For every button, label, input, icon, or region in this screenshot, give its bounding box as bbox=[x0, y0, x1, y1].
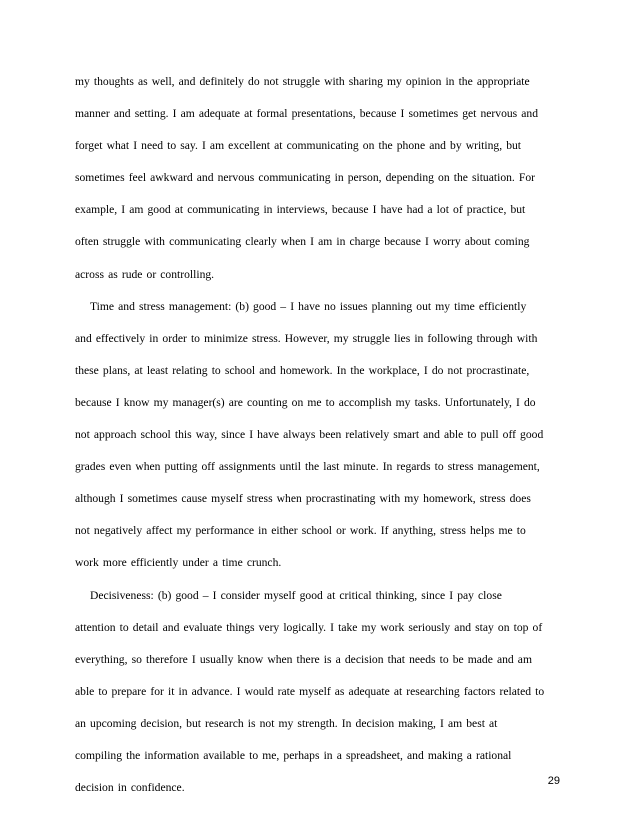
text-line: across as rude or controlling. bbox=[75, 267, 215, 281]
text-line: and effectively in order to minimize stress. However, my struggle lies in following through with bbox=[75, 331, 538, 345]
text-line: manner and setting. I am adequate at formal presentations, because I sometimes get nervous and bbox=[75, 107, 539, 121]
text-line: attention to detail and evaluate things very logically. I take my work seriously and stay on top of bbox=[75, 620, 543, 634]
body-text bbox=[75, 66, 575, 804]
text-line: an upcoming decision, but research is not my strength. In decision making, I am best at bbox=[75, 716, 498, 730]
text-line: grades even when putting off assignments until the last minute. In regards to stress management, bbox=[75, 460, 540, 474]
text-line: not approach school this way, since I have always been relatively smart and able to pull off good bbox=[75, 428, 544, 442]
text-line: able to prepare for it in advance. I would rate myself as adequate at researching factors related to bbox=[75, 684, 545, 698]
text-line: forget what I need to say. I am excellent at communicating on the phone and by writing, but bbox=[75, 139, 522, 153]
page-number: 29 bbox=[547, 775, 560, 787]
text-line: example, I am good at communicating in interviews, because I have had a lot of practice, but bbox=[75, 203, 526, 217]
text-line: Decisiveness: (b) good – I consider myself good at critical thinking, since I pay close bbox=[90, 588, 502, 602]
text-line: work more efficiently under a time crunch. bbox=[75, 556, 282, 570]
text-line: often struggle with communicating clearly when I am in charge because I worry about coming bbox=[75, 235, 530, 249]
text-line: because I know my manager(s) are counting on me to accomplish my tasks. Unfortunately, I do bbox=[75, 395, 536, 409]
text-line: although I sometimes cause myself stress when procrastinating with my homework, stress does bbox=[75, 492, 531, 506]
text-line: compiling the information available to me, perhaps in a spreadsheet, and making a rational bbox=[75, 748, 512, 762]
text-line: these plans, at least relating to school and homework. In the workplace, I do not procrastinate, bbox=[75, 363, 530, 377]
text-line: everything, so therefore I usually know when there is a decision that needs to be made and am bbox=[75, 652, 532, 666]
text-line: decision in confidence. bbox=[75, 781, 185, 795]
text-line: sometimes feel awkward and nervous communicating in person, depending on the situation. For bbox=[75, 171, 536, 185]
text-line: not negatively affect my performance in either school or work. If anything, stress helps me to bbox=[75, 524, 526, 538]
text-line: Time and stress management: (b) good – I have no issues planning out my time efficiently bbox=[90, 299, 527, 313]
text-line: my thoughts as well, and definitely do not struggle with sharing my opinion in the appropriate bbox=[75, 75, 530, 88]
